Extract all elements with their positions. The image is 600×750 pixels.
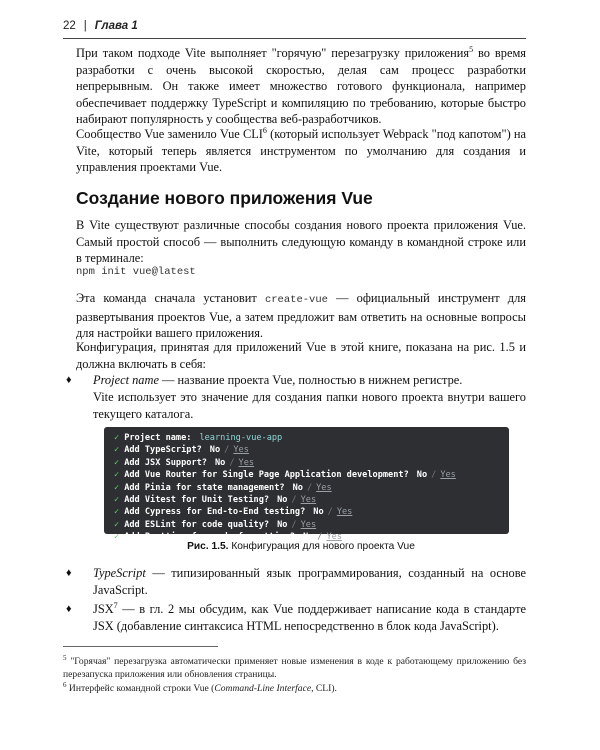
footnote-ref-5: 5 xyxy=(469,44,474,54)
bullet-desc: — в гл. 2 мы обсудим, как Vue поддерживает написание кода в стандарте JSX (добавление синтаксиса HTML непосредственно в блок кода JavaScript). xyxy=(93,602,526,633)
terminal-prompt: Add ESLint for code quality? xyxy=(124,519,270,530)
bullet-project-name-followup: Vite использует это значение для создания папки нового проекта внутри вашего текущего каталога. xyxy=(93,390,526,421)
option-no: No xyxy=(277,495,288,506)
terminal-prompt: Add JSX Support? xyxy=(124,457,207,468)
terminal-row xyxy=(114,444,509,456)
option-separator: / xyxy=(306,482,313,493)
option-separator: / xyxy=(291,495,297,506)
bullet-text xyxy=(93,372,526,389)
check-icon: ✓ xyxy=(114,507,120,518)
paragraph-text: Сообщество Vue заменило Vue CLI xyxy=(76,127,263,141)
page-number: 22 xyxy=(63,20,76,32)
option-no: No xyxy=(302,532,314,543)
figure-caption-text: Конфигурация для нового проекта Vue xyxy=(228,541,415,552)
terminal-prompt: Add Vitest for Unit Testing? xyxy=(124,495,270,506)
diamond-bullet-icon: ♦ xyxy=(66,567,72,579)
terminal-prompt: Add Vue Router for Single Page Application development? xyxy=(124,470,409,481)
terminal-rows xyxy=(114,432,509,544)
option-separator: / xyxy=(224,445,230,456)
option-yes: Yes xyxy=(300,495,317,506)
footnote-6 xyxy=(63,680,526,696)
check-icon: ✓ xyxy=(114,470,120,481)
paragraph-text: во время разработки с очень высокой скоростью, делая сам процесс разработки непрерывным. Он также имеет множество готового функционала, например обеспечивает поддержку TypeScript и компиляцию по требованию, которые быстро набирают популярность у сообщества веб-разработчиков. xyxy=(76,46,526,127)
terminal-row xyxy=(114,469,509,481)
paragraph-hot-reload xyxy=(76,45,526,128)
option-no: No xyxy=(209,445,221,456)
option-yes: Yes xyxy=(300,519,317,530)
option-separator: / xyxy=(229,457,235,468)
paragraph-text: (который использует Webpack "под капотом") на Vite, который теперь является инструментом по умолчанию для создания и управления проектами Vue. xyxy=(76,127,526,175)
option-separator: / xyxy=(327,507,333,518)
option-no: No xyxy=(292,482,303,493)
check-icon: ✓ xyxy=(114,457,120,468)
paragraph-text: Эта команда сначала установит xyxy=(76,291,265,305)
footnote-ref-6: 6 xyxy=(262,125,267,135)
footnote-text: Интерфейс командной строки Vue ( xyxy=(66,683,215,694)
diamond-bullet-icon: ♦ xyxy=(66,603,72,615)
check-icon: ✓ xyxy=(114,519,120,530)
bullet-text xyxy=(93,565,526,598)
bullet-term: JSX xyxy=(93,602,114,616)
option-separator: / xyxy=(317,532,323,543)
paragraph-create-vue xyxy=(76,290,526,342)
option-no: No xyxy=(277,519,288,530)
paragraph-text: — официальный инструмент для развертывания проектов Vue, а затем предложит вам ответить на основные вопросы для настройки вашего приложения. xyxy=(76,291,526,341)
footnote-text: "Горячая" перезагрузка автоматически применяет новые изменения в коде к работающему приложению без перезапуска приложения или обновления страницы. xyxy=(63,656,526,680)
option-yes: Yes xyxy=(440,470,456,481)
option-no: No xyxy=(416,470,428,481)
terminal-row xyxy=(114,506,509,518)
bullet-desc: — название проекта Vue, полностью в нижнем регистре. xyxy=(158,373,463,387)
header-separator: | xyxy=(83,20,87,32)
footnote-ref-7: 7 xyxy=(113,600,118,610)
command-snippet: npm init vue@latest xyxy=(76,266,196,278)
option-separator: / xyxy=(431,470,437,481)
check-icon: ✓ xyxy=(114,445,120,456)
running-head xyxy=(63,20,523,32)
terminal-row xyxy=(114,494,509,506)
bullet-desc: — типизированный язык программирования, созданный на основе JavaScript. xyxy=(93,566,526,597)
terminal-prompt: Add TypeScript? xyxy=(124,445,202,456)
terminal-screenshot xyxy=(104,427,509,543)
figure-label: Рис. 1.5. xyxy=(187,541,229,552)
option-yes: Yes xyxy=(238,457,255,468)
footnote-number: 6 xyxy=(63,680,67,689)
option-yes: Yes xyxy=(326,532,343,543)
inline-code: create-vue xyxy=(264,294,328,306)
bullet-jsx xyxy=(66,601,526,634)
footnote-emphasis: Command-Line Interface xyxy=(214,683,312,694)
option-yes: Yes xyxy=(336,507,353,518)
bullet-term: Project name xyxy=(93,373,159,387)
paragraph-config: Конфигурация, принятая для приложений Vue в этой книге, показана на рис. 1.5 и должна включать в себя: xyxy=(76,340,526,371)
bullet-term: TypeScript xyxy=(93,566,146,580)
terminal-prompt: Add Pinia for state management? xyxy=(124,482,285,493)
section-heading: Создание нового приложения Vue xyxy=(76,188,373,208)
header-rule xyxy=(63,38,526,39)
terminal-row xyxy=(114,432,509,444)
bullet-typescript xyxy=(66,565,526,598)
footnote-text: , CLI). xyxy=(311,683,337,694)
terminal-prompt: Add Cypress for End-to-End testing? xyxy=(124,507,306,518)
bullet-text xyxy=(93,601,526,634)
diamond-bullet-icon: ♦ xyxy=(66,374,72,386)
terminal-prompt: Add Prettier for code formatting? xyxy=(124,532,295,543)
figure-caption xyxy=(76,541,526,552)
terminal-row xyxy=(114,457,509,469)
footnote-rule xyxy=(63,646,218,647)
check-icon: ✓ xyxy=(114,482,120,493)
option-no: No xyxy=(313,507,324,518)
option-separator: / xyxy=(291,519,297,530)
paragraph-text: При таком подходе Vite выполняет "горячую" перезагрузку приложения xyxy=(76,46,470,60)
bullet-project-name xyxy=(66,372,526,389)
check-icon: ✓ xyxy=(114,433,120,443)
footnote-5 xyxy=(63,653,526,681)
check-icon: ✓ xyxy=(114,532,120,543)
terminal-prompt: Project name: xyxy=(124,433,192,443)
paragraph-vue-cli xyxy=(76,126,526,176)
terminal-row xyxy=(114,482,509,494)
chapter-title: Глава 1 xyxy=(94,20,138,32)
paragraph-create-intro: В Vite существуют различные способы создания нового проекта приложения Vue. Самый простой способ — выполнить следующую команду в командной строке или в терминале: xyxy=(76,218,526,266)
option-yes: Yes xyxy=(316,482,332,493)
footnote-number: 5 xyxy=(63,653,67,662)
check-icon: ✓ xyxy=(114,495,120,506)
option-no: No xyxy=(214,457,226,468)
terminal-answer: learning-vue-app xyxy=(199,433,283,443)
option-yes: Yes xyxy=(233,445,249,456)
terminal-row xyxy=(114,519,509,531)
